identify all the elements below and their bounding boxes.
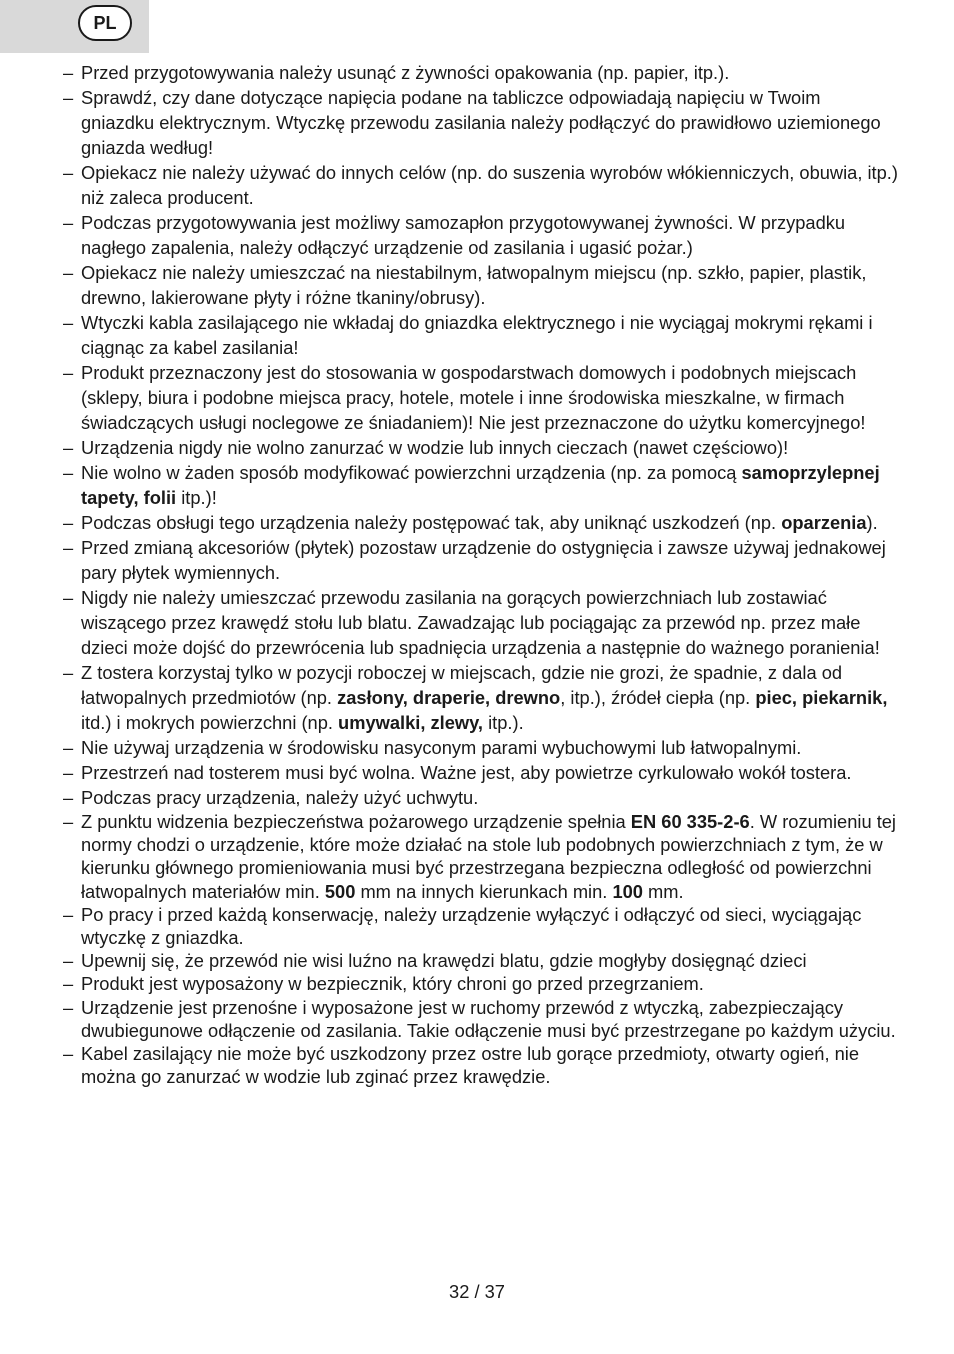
list-item: – Produkt przeznaczony jest do stosowania w gospodarstwach domowych i podobnych miejscach (sklepy, biura i podobne miejsca pracy, hotele, motele i inne środowiska mieszkalne, w firmach świadczących usługi noclegowe ze śniadaniem)! Nie jest przeznaczone do użytku komercyjnego! [63,362,866,433]
list-item: – Z tostera korzystaj tylko w pozycji roboczej w miejscach, gdzie nie grozi, że spadnie, z dala od łatwopalnych przedmiotów (np. zasłony, draperie, drewno, itp.), źródeł ciepła (np. piec, piekarnik, itd.) i mokrych powierzchni (np. umywalki, zlewy, itp.). [63,662,888,733]
list-item: – Z punktu widzenia bezpieczeństwa pożarowego urządzenie spełnia EN 60 335-2-6. W rozumieniu tej normy chodzi o urządzenie, które może działać na stole lub podobnych powierzchniach z tym, że w kierunku głównego promieniowania musi być przestrzegana bezpieczna odległość od powierzchni łatwopalnych materiałów min. 500 mm na innych kierunkach min. 100 mm. [63,811,896,902]
list-item: – Urządzenie jest przenośne i wyposażone jest w ruchomy przewód z wtyczką, zabezpieczający dwubiegunowe odłączenie od zasilania. Takie odłączenie musi być przestrzegane po każdym użyciu. [63,996,896,1041]
language-tab [0,0,149,53]
list-item: – Kabel zasilający nie może być uszkodzony przez ostre lub gorące przedmioty, otwarty ogień, nie można go zanurzać w wodzie lub zginać przez krawędzie. [63,1043,860,1088]
list-item: – Nie używaj urządzenia w środowisku nasyconym parami wybuchowymi lub łatwopalnymi. [63,737,802,758]
language-badge: PL [78,5,132,41]
list-item: – Produkt jest wyposażony w bezpiecznik, który chroni go przed przegrzaniem. [63,973,704,995]
list-item: – Przed zmianą akcesoriów (płytek) pozostaw urządzenie do ostygnięcia i zawsze używaj jednakowej pary płytek wymiennych. [63,537,886,583]
list-item: – Opiekacz nie należy umieszczać na niestabilnym, łatwopalnym miejscu (np. szkło, papier, plastik, drewno, lakierowane płyty i różne tkaniny/obrusy). [63,262,867,308]
list-item: – Wtyczki kabla zasilającego nie wkładaj do gniazdka elektrycznego i nie wyciągaj mokrymi rękami i ciągnąc za kabel zasilania! [63,312,873,358]
list-item: – Urządzenia nigdy nie wolno zanurzać w wodzie lub innych cieczach (nawet częściowo)! [63,437,789,458]
list-item: – Sprawdź, czy dane dotyczące napięcia podane na tabliczce odpowiadają napięciu w Twoim gniazdku elektrycznym. Wtyczkę przewodu zasilania należy podłączyć do prawidłowo uziemionego gniazda według! [63,87,881,158]
list-item: – Nigdy nie należy umieszczać przewodu zasilania na gorących powierzchniach lub zostawiać wiszącego przez krawędź stołu lub blatu. Zawadzając lub pociągając za przewód np. przez małe dzieci może dojść do przewrócenia lub spadnięcia urządzenia a następnie do ważnego poranienia! [63,587,880,658]
page-number: 32 / 37 [449,1281,505,1302]
list-item: – Po pracy i przed każdą konserwację, należy urządzenie wyłączyć i odłączyć od sieci, wyciągając wtyczkę z gniazdka. [63,903,862,949]
list-item: – Przestrzeń nad tosterem musi być wolna. Ważne jest, aby powietrze cyrkulowało wokół tostera. [63,762,852,783]
list-item: – Upewnij się, że przewód nie wisi luźno na krawędzi blatu, gdzie mogłyby dosięgnąć dzieci [63,950,807,972]
list-item: – Podczas pracy urządzenia, należy użyć uchwytu. [63,787,479,808]
safety-instructions-list [63,60,898,1088]
list-item: – Opiekacz nie należy używać do innych celów (np. do suszenia wyrobów włókienniczych, obuwia, itp.) niż zaleca producent. [63,162,898,208]
list-item: – Nie wolno w żaden sposób modyfikować powierzchni urządzenia (np. za pomocą samoprzylepnej tapety, folii itp.)! [63,462,880,508]
list-item: – Podczas przygotowywania jest możliwy samozapłon przygotowywanej żywności. W przypadku nagłego zapalenia, należy odłączyć urządzenie od zasilania i ugasić pożar.) [63,212,846,258]
list-item: – Przed przygotowywania należy usunąć z żywności opakowania (np. papier, itp.). [63,62,730,83]
list-item: – Podczas obsługi tego urządzenia należy postępować tak, aby uniknąć uszkodzeń (np. oparzenia). [63,512,878,533]
